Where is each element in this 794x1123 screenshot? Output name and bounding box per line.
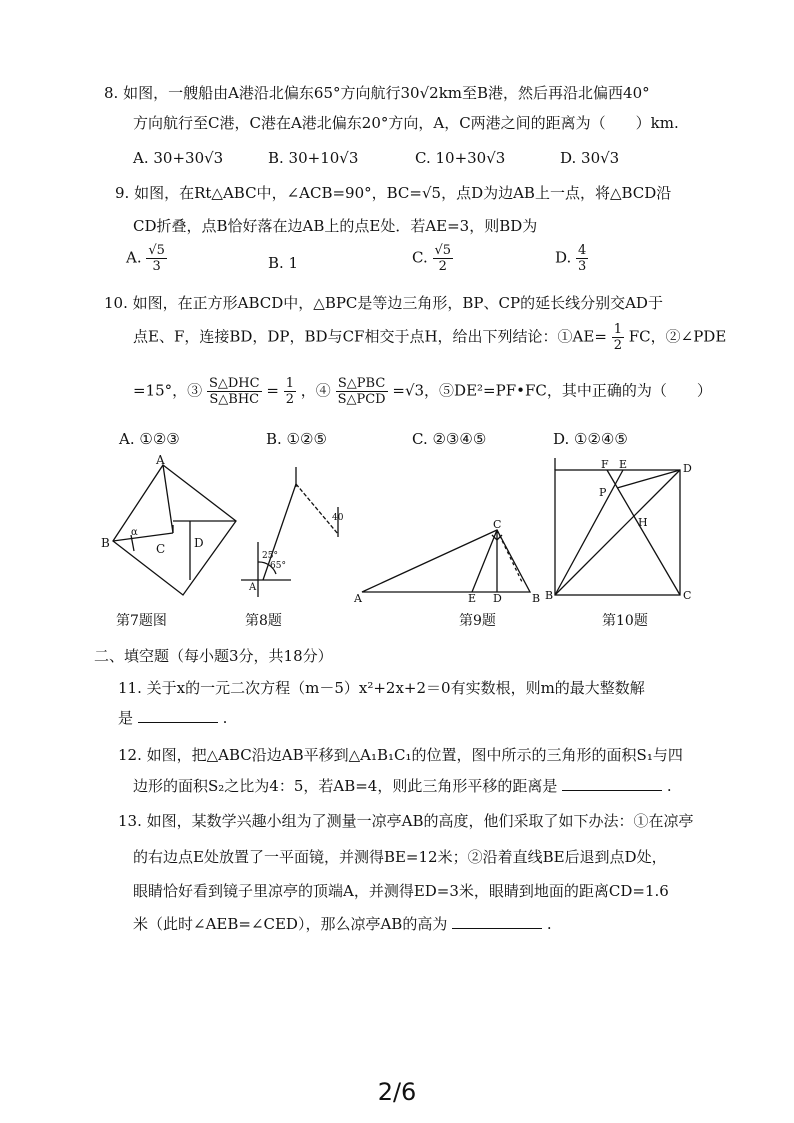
q9-option-a xyxy=(126,243,167,274)
fig10-label-d: D xyxy=(683,462,692,475)
fig10-label-b: B xyxy=(545,589,554,602)
section2-title: 二、填空题（每小题3分，共18分） xyxy=(94,647,333,665)
q10-text-1: 如图，在正方形ABCD中，△BPC是等边三角形，BP、CP的延长线分别交AD于 xyxy=(132,294,663,312)
frac-den: 3 xyxy=(152,259,161,274)
fig7-line-bc xyxy=(113,533,173,541)
q12-number: 12. xyxy=(118,746,142,764)
fig7-label-b: B xyxy=(101,536,110,550)
q13-number: 13. xyxy=(118,812,142,830)
frac-num: 1 xyxy=(613,322,622,337)
q12-line2 xyxy=(133,775,672,797)
frac-den: S△BHC xyxy=(209,392,260,407)
q13-text-1: 如图，某数学兴趣小组为了测量一凉亭AB的高度，他们采取了如下办法：①在凉亭 xyxy=(146,812,694,830)
q8-option-b: B. 30+10√3 xyxy=(268,149,359,167)
fig8-label-25: 25° xyxy=(262,551,278,561)
q9-option-c-frac xyxy=(433,243,454,274)
frac-num: √5 xyxy=(434,243,452,258)
q10-line1 xyxy=(104,292,663,314)
q11-number: 11. xyxy=(118,679,142,697)
q8-option-c: C. 10+30√3 xyxy=(415,149,506,167)
fig10-label-p: P xyxy=(599,486,607,499)
q9-option-c xyxy=(412,243,453,274)
q8-option-d: D. 30√3 xyxy=(560,149,620,167)
q10-option-a: A. ①②③ xyxy=(119,430,180,448)
q10-line2 xyxy=(133,322,726,353)
q11-text-2b: . xyxy=(222,709,228,727)
fig10-label-e: E xyxy=(619,458,628,471)
q10-text-3c: ，④ xyxy=(300,381,331,400)
fig9-label-d: D xyxy=(493,592,502,605)
q11-line2 xyxy=(118,707,227,729)
q13-text-4a: 米（此时∠AEB=∠CED），那么凉亭AB的高为 xyxy=(133,915,448,933)
fig10-line-be xyxy=(555,470,623,595)
q12-answer-blank[interactable] xyxy=(562,790,662,791)
fig9-label-e: E xyxy=(468,592,477,605)
figure-9 xyxy=(352,520,552,605)
q8-number: 8. xyxy=(104,84,119,102)
caption-fig7: 第7题图 xyxy=(116,613,167,629)
q9-option-d-frac xyxy=(576,243,588,274)
caption-fig10: 第10题 xyxy=(602,613,648,629)
fig10-label-f: F xyxy=(601,458,609,471)
frac-den: 2 xyxy=(438,259,447,274)
q10-text-3d: =√3，⑤DE²=PF•FC，其中正确的为（ ） xyxy=(392,381,712,400)
q11-line1 xyxy=(118,677,645,699)
q12-text-2b: . xyxy=(666,777,672,795)
q9-number: 9. xyxy=(115,184,130,202)
q10-number: 10. xyxy=(104,294,128,312)
q12-text-1: 如图，把△ABC沿边AB平移到△A₁B₁C₁的位置，图中所示的三角形的面积S₁与四 xyxy=(146,746,683,764)
q9-line1 xyxy=(115,182,671,204)
q13-line4 xyxy=(133,913,552,935)
frac-num: S△PBC xyxy=(336,376,388,392)
frac-den: 2 xyxy=(613,338,622,353)
fig7-line-ac xyxy=(163,465,173,533)
q8-line2: 方向航行至C港，C港在A港北偏东20°方向，A，C两港之间的距离为（ ）km. xyxy=(133,114,679,132)
fig7-label-c: C xyxy=(156,542,166,556)
fig7-label-a: A xyxy=(156,455,165,467)
q11-text-2a: 是 xyxy=(118,709,134,727)
figure-7 xyxy=(98,455,243,610)
fig9-fold xyxy=(497,530,522,582)
q13-text-4b: . xyxy=(546,915,552,933)
fig7-label-alpha: α xyxy=(131,527,138,538)
fig9-triangle xyxy=(362,530,530,592)
fig8-label-65: 65° xyxy=(270,561,286,571)
q9-option-a-label: A. xyxy=(126,248,142,267)
fig8-label-a: A xyxy=(249,582,257,593)
q9-option-b: B. 1 xyxy=(268,254,299,272)
q11-text-1: 关于x的一元二次方程（m－5）x²+2x+2＝0有实数根，则m的最大整数解 xyxy=(146,679,645,697)
q9-option-c-label: C. xyxy=(412,248,428,267)
q10-text-2b: FC，②∠PDE xyxy=(628,327,727,346)
q10-ratio-value xyxy=(284,376,296,407)
q10-option-b: B. ①②⑤ xyxy=(266,430,327,448)
fig7-label-d: D xyxy=(194,536,204,550)
q9-text-1: 如图，在Rt△ABC中，∠ACB=90°，BC=√5，点D为边AB上一点，将△BCD沿 xyxy=(134,184,672,202)
q10-option-c: C. ②③④⑤ xyxy=(412,430,487,448)
q9-option-a-frac xyxy=(146,243,167,274)
q8-line1 xyxy=(104,82,650,104)
caption-fig9: 第9题 xyxy=(459,613,496,629)
fig10-label-h: H xyxy=(638,516,648,529)
q12-text-2a: 边形的面积S₂之比为4：5，若AB=4，则此三角形平移的距离是 xyxy=(133,777,558,795)
q11-answer-blank[interactable] xyxy=(138,722,218,723)
q13-line1 xyxy=(118,810,694,832)
q9-option-d xyxy=(555,243,588,274)
q10-line3 xyxy=(133,376,712,407)
frac-den: 3 xyxy=(578,259,587,274)
fig9-label-b: B xyxy=(532,592,541,605)
q10-option-d: D. ①②④⑤ xyxy=(553,430,628,448)
q9-line2: CD折叠，点B恰好落在边AB上的点E处．若AE=3，则BD为 xyxy=(133,217,538,235)
q10-text-3b: = xyxy=(266,381,279,400)
q10-text-3a: =15°，③ xyxy=(133,381,203,400)
q13-line2: 的右边点E处放置了一平面镜，并测得BE=12米；②沿着直线BE后退到点D处， xyxy=(133,848,667,866)
fig9-label-c: C xyxy=(493,520,502,531)
q10-text-2a: 点E、F，连接BD，DP，BD与CF相交于点H，给出下列结论：①AE= xyxy=(133,327,607,346)
fig9-label-a: A xyxy=(354,592,362,605)
fig8-path-bc xyxy=(296,484,338,534)
frac-den: S△PCD xyxy=(337,392,386,407)
page-number: 2/6 xyxy=(377,1078,417,1106)
frac-num: 1 xyxy=(285,376,294,391)
frac-num: √5 xyxy=(148,243,165,258)
q13-line3: 眼睛恰好看到镜子里凉亭的顶端A，并测得ED=3米，眼睛到地面的距离CD=1.6 xyxy=(133,882,669,900)
fig10-label-c: C xyxy=(683,589,692,602)
q10-frac-half xyxy=(612,322,624,353)
q9-option-d-label: D. xyxy=(555,248,572,267)
caption-fig8: 第8题 xyxy=(245,613,282,629)
q8-text-1: 如图，一艘船由A港沿北偏东65°方向航行30√2km至B港，然后再沿北偏西40° xyxy=(123,84,650,102)
q12-line1 xyxy=(118,744,683,766)
q13-answer-blank[interactable] xyxy=(452,928,542,929)
figure-8 xyxy=(236,462,351,607)
frac-num: S△DHC xyxy=(208,376,260,391)
q10-ratio-2 xyxy=(336,376,388,407)
frac-den: 2 xyxy=(285,392,294,407)
q10-ratio-1 xyxy=(207,376,262,407)
q8-option-a: A. 30+30√3 xyxy=(133,149,224,167)
frac-num: 4 xyxy=(578,243,587,258)
figure-10 xyxy=(545,458,695,603)
fig8-label-40: 40 xyxy=(332,513,344,523)
